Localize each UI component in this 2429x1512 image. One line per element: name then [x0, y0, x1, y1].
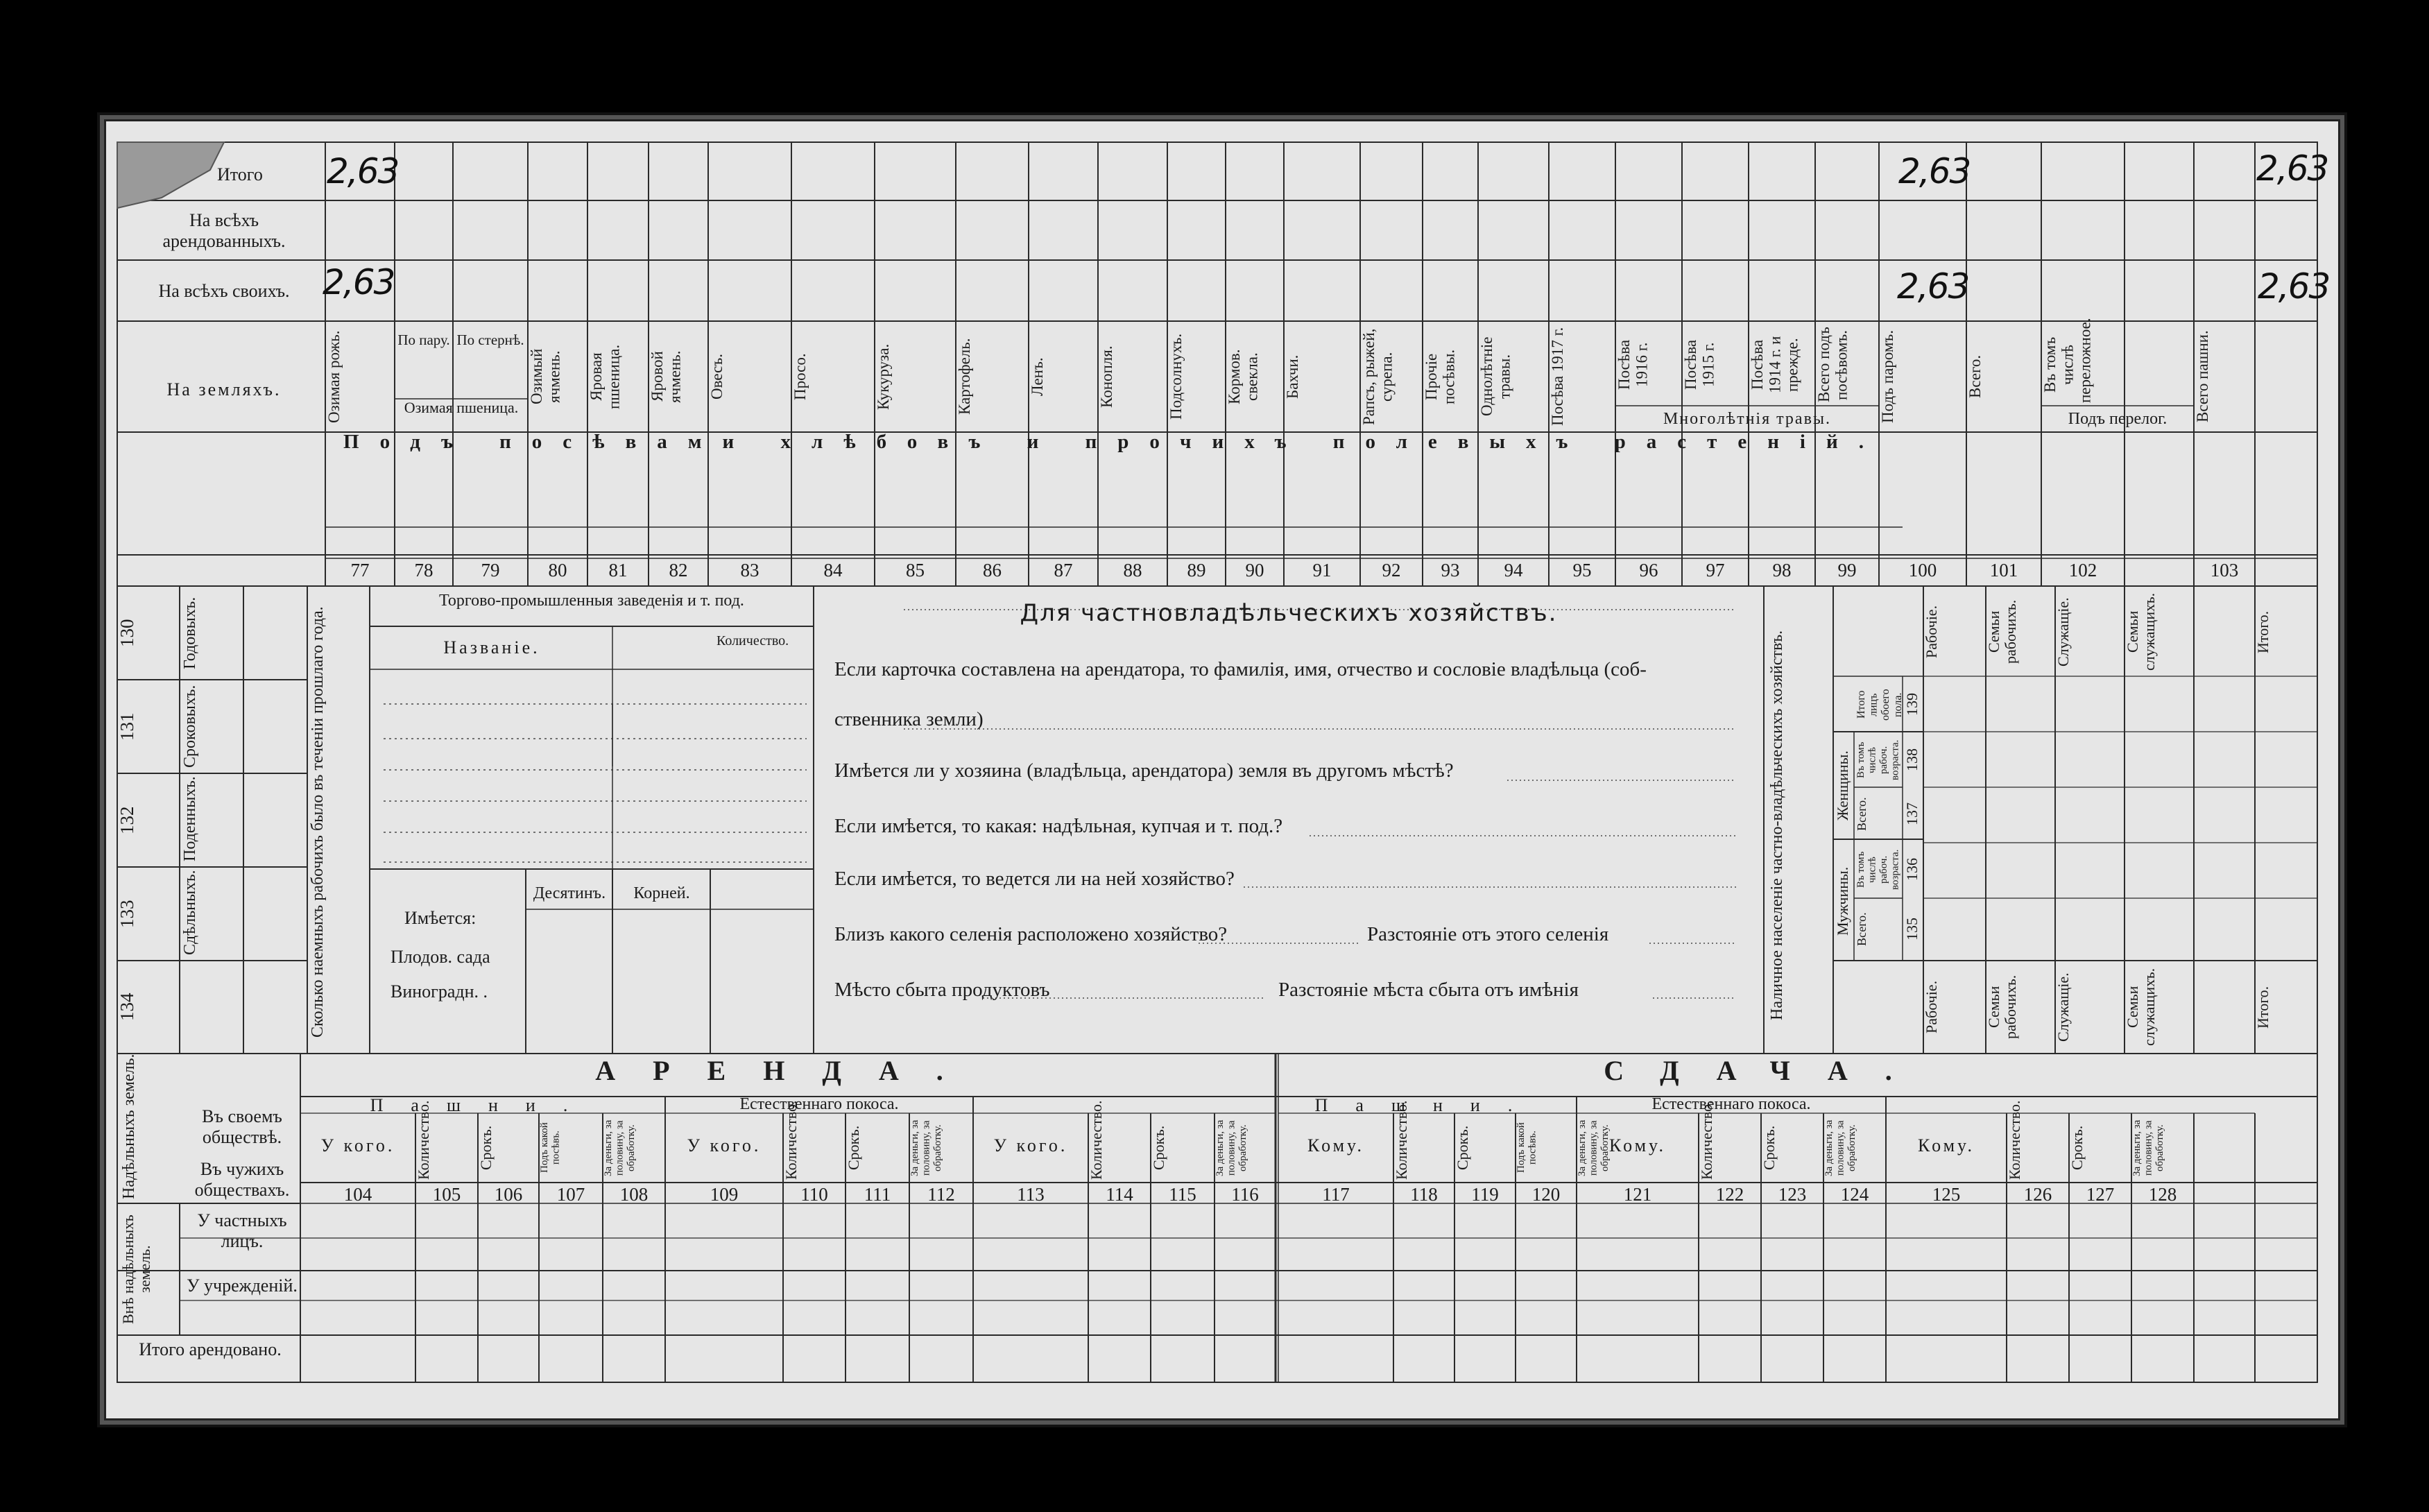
sdacha-title: СДАЧА.: [1604, 1055, 1930, 1086]
population-right-footer: Итого.: [2254, 986, 2272, 1029]
column-number: 93: [1441, 560, 1460, 581]
lease-subheader: За деньги, за половину, за обработку.: [603, 1119, 637, 1176]
lease-subheader: Количество.: [2006, 1100, 2023, 1180]
column-number: 96: [1639, 560, 1658, 581]
komu-header: Кому.: [1918, 1135, 1975, 1156]
column-number: 101: [1989, 560, 2018, 581]
lease-col-number: 106: [494, 1184, 523, 1205]
women-label: Женщины.: [1834, 750, 1851, 821]
population-col-number: 137: [1903, 802, 1921, 826]
column-number: 88: [1123, 560, 1142, 581]
population-col-number: 138: [1903, 748, 1921, 772]
crop-header: Однолѣтніе травы.: [1478, 336, 1513, 417]
lease-subheader: Количество.: [1698, 1100, 1715, 1180]
hw-svoih-77: 2,63: [323, 262, 395, 302]
plodov-sada-label: Плодов. сада: [390, 947, 490, 967]
population-col-number: 139: [1903, 693, 1921, 716]
lease-col-number: 121: [1623, 1184, 1652, 1205]
crop-header: Подъ паромъ.: [1879, 329, 1896, 424]
hired-col-number: 131: [117, 712, 137, 741]
population-right-footer: Служащіе.: [2054, 972, 2072, 1042]
working-age-women: Въ томъ числѣ рабоч. возраста.: [1855, 739, 1901, 781]
lease-subheader: Количество.: [415, 1100, 432, 1180]
crop-header: Конопля.: [1098, 345, 1115, 408]
column-number: 81: [608, 560, 628, 581]
torgovo-name: Названіе.: [443, 637, 540, 658]
lease-subheader: Срокъ.: [1454, 1125, 1471, 1171]
imeetsya-label: Имѣется:: [404, 908, 477, 928]
column-number: 85: [906, 560, 925, 581]
hired-col-label: Годовыхъ.: [181, 596, 199, 669]
lease-col-number: 104: [343, 1184, 372, 1205]
crop-header: Рапсъ, рыжей, сурепа.: [1360, 328, 1396, 425]
lease-col-number: 120: [1531, 1184, 1561, 1205]
crop-header: Всего пашни.: [2194, 330, 2211, 423]
u-kogo-header: У кого.: [320, 1135, 395, 1156]
hired-col-label: Поденныхъ.: [181, 776, 199, 861]
pod-perelog: Подъ перелог.: [2068, 410, 2168, 428]
column-number: 100: [1908, 560, 1937, 581]
column-number: 98: [1772, 560, 1792, 581]
question-6b: Разстояніе мѣста сбыта отъ имѣнія: [1278, 979, 1579, 1001]
crop-header: По стернѣ.: [456, 332, 524, 348]
column-number: 102: [2068, 560, 2097, 581]
column-number: 103: [2210, 560, 2239, 581]
crop-header: Озимая рожь.: [325, 330, 343, 423]
lease-col-number: 126: [2023, 1184, 2052, 1205]
lease-col-number: 124: [1840, 1184, 1869, 1205]
desyatin-label: Десятинъ.: [533, 884, 606, 902]
column-number: 78: [414, 560, 434, 581]
lease-col-number: 105: [432, 1184, 461, 1205]
crop-header: Кормов. свекла.: [1226, 349, 1261, 404]
population-right-footer: Семьи рабочихъ.: [1985, 974, 2020, 1040]
crop-header: Всего подъ посѣвомъ.: [1815, 327, 1851, 403]
column-number: 87: [1054, 560, 1073, 581]
lease-col-number: 116: [1231, 1184, 1259, 1205]
column-number: 91: [1312, 560, 1332, 581]
lease-col-number: 109: [710, 1184, 739, 1205]
hw-svoih-99: 2,63: [1897, 266, 1969, 307]
question-4: Если имѣется, то ведется ли на ней хозяйство?: [834, 868, 1235, 890]
question-5b: Разстояніе отъ этого селенія: [1367, 923, 1609, 945]
column-number: 77: [350, 560, 370, 581]
naemnye-label: Сколько наемныхъ рабочихъ было въ теченіи прошлаго года.: [309, 606, 327, 1038]
crop-header: Яровая пшеница.: [587, 344, 623, 409]
korney-label: Корней.: [633, 884, 690, 902]
column-number: 83: [740, 560, 759, 581]
lease-col-number: 115: [1169, 1184, 1196, 1205]
row-uchrezhdeniy: У учрежденій.: [187, 1275, 298, 1296]
column-number: 97: [1706, 560, 1725, 581]
hired-col-number: 130: [117, 619, 137, 647]
crop-header: По пару.: [397, 332, 450, 348]
lease-col-number: 118: [1410, 1184, 1438, 1205]
row-label-zemlyah: На земляхъ.: [166, 379, 282, 400]
lease-col-number: 117: [1322, 1184, 1350, 1205]
crop-header: Въ томъ числѣ переложное.: [2041, 318, 2094, 403]
hired-col-label: Сдѣльныхъ.: [181, 870, 199, 955]
lease-subheader: Количество.: [782, 1100, 800, 1180]
crop-header: Подсолнухъ.: [1167, 333, 1185, 420]
lease-subheader: За деньги, за половину, за обработку.: [1823, 1119, 1857, 1176]
hired-col-number: 132: [117, 806, 137, 834]
total-both-sexes: Итого лицъ обоего пола.: [1855, 689, 1904, 721]
u-kogo-header: У кого.: [993, 1135, 1068, 1156]
lease-subheader: За деньги, за половину, за обработку.: [909, 1119, 943, 1176]
lease-col-number: 125: [1932, 1184, 1961, 1205]
mnogoletnie-travy: Многолѣтнія травы.: [1663, 410, 1832, 428]
lease-subheader: Срокъ.: [1760, 1125, 1778, 1171]
column-number: 92: [1382, 560, 1401, 581]
lease-subheader: За деньги, за половину, за обработку.: [1214, 1119, 1248, 1176]
banner-posevy: Подъ посѣвами хлѣбовъ и прочихъ полевыхъ растеній.: [343, 431, 1885, 453]
crop-header: Ленъ.: [1029, 357, 1046, 396]
hw-itogo-99: 2,63: [1898, 151, 1971, 191]
column-number: 90: [1245, 560, 1264, 581]
vinograd-label: Виноградн. .: [390, 981, 488, 1002]
lease-subheader: Количество.: [1393, 1100, 1410, 1180]
question-1b: ственника земли): [834, 708, 984, 730]
crop-header: Просо.: [791, 353, 809, 400]
question-3: Если имѣется, то какая: надѣльная, купчая и т. под.?: [834, 815, 1283, 837]
torgovo-qty: Количество.: [716, 633, 789, 648]
lease-subheader: Срокъ.: [845, 1125, 862, 1171]
private-form-title: Для частновладѣльческихъ хозяйствъ.: [1020, 599, 1558, 627]
row-chuzhih: Въ чужихъ обществахъ.: [194, 1159, 290, 1200]
lease-col-number: 112: [927, 1184, 955, 1205]
u-kogo-header: У кого.: [687, 1135, 762, 1156]
column-number: 84: [823, 560, 843, 581]
working-age-men: Въ томъ числѣ рабоч. возраста.: [1855, 849, 1901, 891]
crop-header: Посѣва 1914 г. и прежде.: [1749, 336, 1801, 394]
lease-subheader: Подъ какой посѣвъ.: [539, 1122, 562, 1174]
row-itogo-arendovano: Итого арендовано.: [139, 1339, 282, 1359]
lease-col-number: 123: [1778, 1184, 1807, 1205]
column-number: 95: [1572, 560, 1592, 581]
estestv-header: Естественнаго покоса.: [739, 1095, 899, 1113]
torgovo-title: Торгово-промышленныя заведенія и т. под.: [439, 592, 744, 610]
row-label-svoih: На всѣхъ своихъ.: [158, 281, 290, 301]
crop-header: Посѣва 1917 г.: [1549, 327, 1566, 427]
crop-header: Посѣва 1916 г.: [1615, 339, 1651, 390]
population-right-footer: Семьи служащихъ.: [2124, 968, 2158, 1047]
women-total: Всего.: [1855, 797, 1869, 832]
population-col-number: 135: [1903, 918, 1921, 941]
pashni-header: Пашни.: [1314, 1095, 1540, 1115]
pashni-header: Пашни.: [370, 1095, 596, 1115]
lease-col-number: 122: [1715, 1184, 1744, 1205]
row-label-arendovannyh: На всѣхъ арендованныхъ.: [162, 210, 286, 251]
lease-subheader: Количество.: [1088, 1100, 1105, 1180]
column-number: 80: [548, 560, 567, 581]
population-right-header: Семьи служащихъ.: [2124, 592, 2158, 671]
population-title: Наличное населеніе частно-владѣльческихъ хозяйствъ.: [1768, 630, 1786, 1021]
crop-header: Картофель.: [956, 338, 973, 415]
crop-header: Овесъ.: [708, 354, 726, 400]
question-2: Имѣется ли у хозяина (владѣльца, арендатора) земля въ другомъ мѣстѣ?: [834, 759, 1454, 782]
column-number: 82: [669, 560, 688, 581]
population-right-header: Семьи рабочихъ.: [1985, 599, 2020, 664]
row-label-itogo: Итого: [217, 164, 263, 184]
population-right-header: Рабочіе.: [1923, 605, 1940, 659]
lease-col-number: 107: [556, 1184, 585, 1205]
column-number: 99: [1837, 560, 1857, 581]
population-right-header: Итого.: [2254, 610, 2272, 653]
hired-col-number: 134: [117, 993, 137, 1022]
estestv-header: Естественнаго покоса.: [1651, 1095, 1811, 1113]
komu-header: Кому.: [1609, 1135, 1666, 1156]
crop-header: Яровой ячмень.: [649, 350, 684, 403]
lease-col-number: 128: [2148, 1184, 2177, 1205]
komu-header: Кому.: [1307, 1135, 1364, 1156]
row-svoem: Въ своемъ обществѣ.: [202, 1106, 282, 1147]
lease-subheader: Срокъ.: [1150, 1125, 1167, 1171]
hired-col-label: Сроковыхъ.: [181, 685, 199, 768]
row-chastnyh: У частныхъ лицъ.: [197, 1210, 287, 1251]
men-total: Всего.: [1855, 912, 1869, 947]
population-right-header: Служащіе.: [2054, 597, 2072, 667]
lease-subheader: За деньги, за половину, за обработку.: [2131, 1119, 2165, 1176]
lease-subheader: Подъ какой посѣвъ.: [1516, 1122, 1538, 1174]
hw-itogo-103: 2,63: [2256, 148, 2328, 189]
column-number: 94: [1504, 560, 1523, 581]
vnenadelnyh-label: Внѣ надѣльныхъ земель.: [119, 1214, 154, 1324]
lease-col-number: 114: [1106, 1184, 1133, 1205]
crop-header: Всего.: [1966, 354, 1984, 399]
lease-col-number: 127: [2086, 1184, 2115, 1205]
lease-col-number: 113: [1017, 1184, 1045, 1205]
ozimaya-pshenitsa: Озимая пшеница.: [404, 399, 519, 416]
men-label: Мужчины.: [1834, 866, 1851, 936]
question-5a: Близъ какого селенія расположено хозяйство?: [834, 923, 1228, 945]
crop-header: Бахчи.: [1284, 354, 1301, 399]
hw-svoih-103: 2,63: [2258, 266, 2330, 307]
hw-itogo-77: 2,63: [327, 151, 399, 191]
question-1a: Если карточка составлена на арендатора, то фамилія, имя, отчество и сословіе владѣльца (соб-: [834, 658, 1647, 680]
hired-col-number: 133: [117, 900, 137, 928]
crop-header: Прочіе посѣвы.: [1423, 349, 1458, 404]
census-card: [104, 119, 2340, 1420]
lease-subheader: Срокъ.: [2068, 1125, 2086, 1171]
column-number: 89: [1187, 560, 1206, 581]
lease-col-number: 108: [619, 1184, 649, 1205]
column-number: 86: [983, 560, 1002, 581]
crop-header: Озимый ячмень.: [528, 348, 563, 405]
crop-header: Кукуруза.: [875, 343, 892, 410]
lease-col-number: 110: [800, 1184, 828, 1205]
lease-col-number: 111: [864, 1184, 891, 1205]
crop-header: Посѣва 1915 г.: [1682, 339, 1717, 390]
lease-subheader: За деньги, за половину, за обработку.: [1577, 1119, 1611, 1176]
population-col-number: 136: [1903, 858, 1921, 882]
column-number: 79: [481, 560, 500, 581]
lease-col-number: 119: [1471, 1184, 1499, 1205]
question-6a: Мѣсто сбыта продуктовъ: [834, 979, 1050, 1001]
arenda-title: АРЕНДА.: [595, 1055, 981, 1086]
lease-subheader: Срокъ.: [477, 1125, 495, 1171]
nadelnyh-label: Надѣльныхъ земель.: [120, 1054, 138, 1199]
population-right-footer: Рабочіе.: [1923, 980, 1940, 1034]
